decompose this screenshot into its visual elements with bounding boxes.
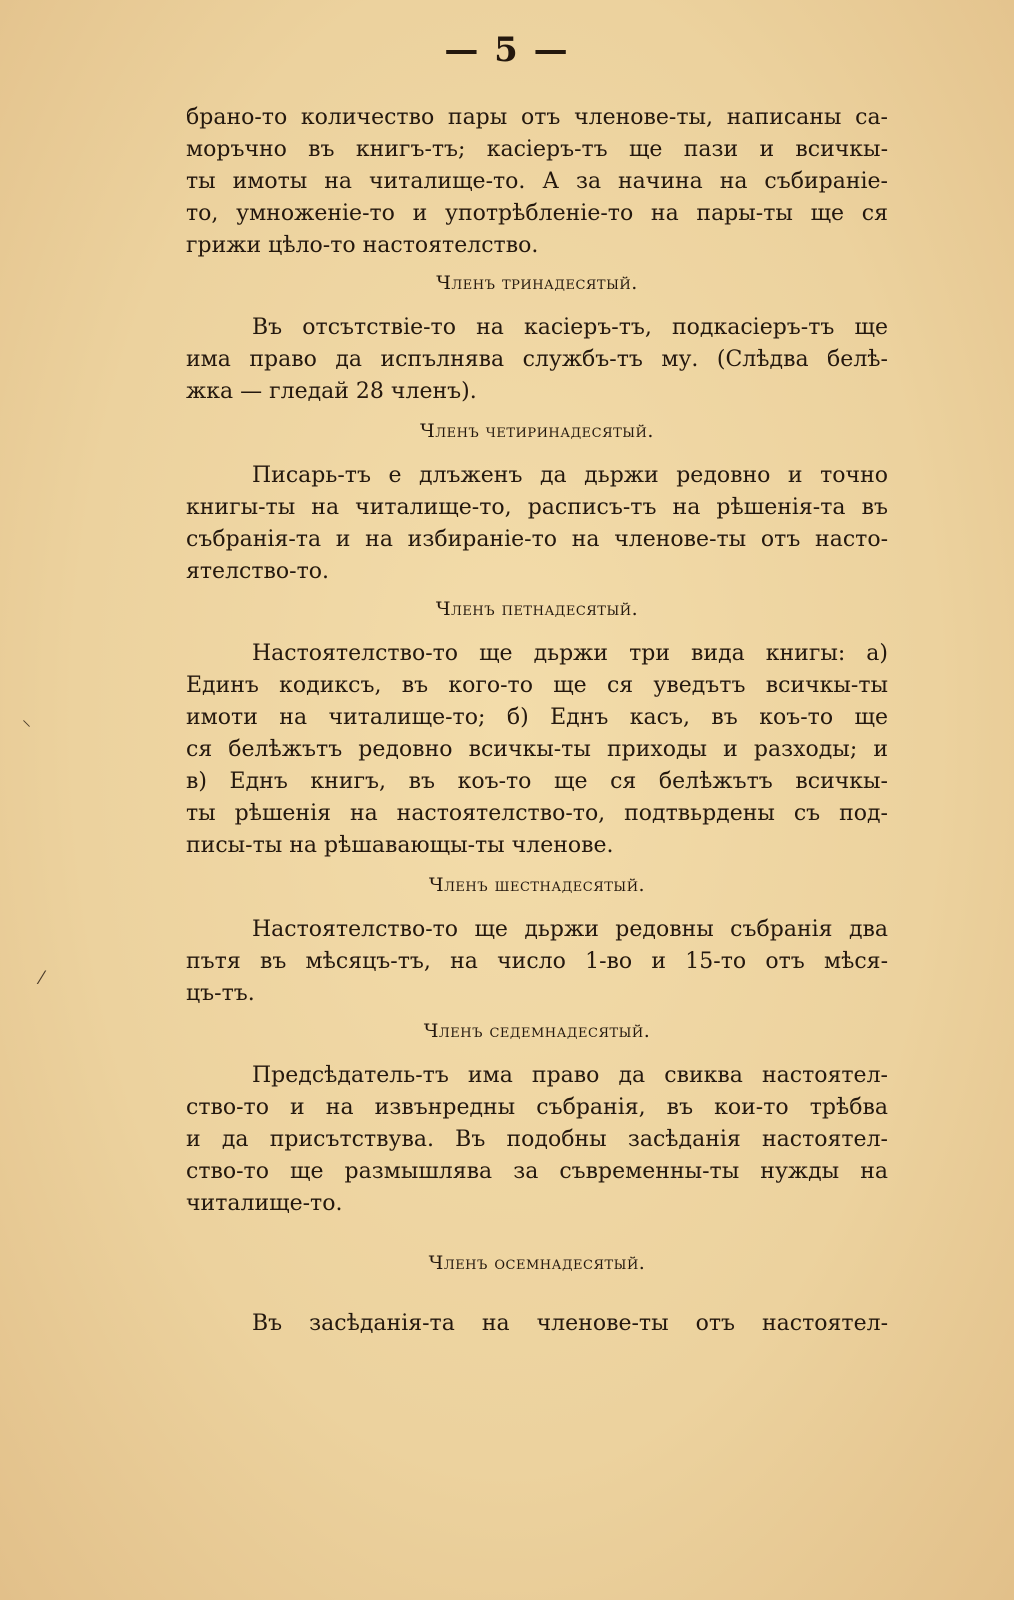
stray-mark: ⸌	[22, 717, 31, 738]
article-13-heading: Членъ тринадесятый.	[436, 272, 638, 294]
text-line: в) Еднъ книгъ, въ коъ-то ще ся белѣжътъ всичкы-	[186, 769, 888, 794]
text-line: брано-то количество пары отъ членове-ты, написаны са-	[186, 105, 888, 130]
article-14-paragraph	[186, 460, 888, 588]
text-line: ты рѣшенія на настоятелство-то, подтвьрдены съ под-	[186, 801, 888, 826]
text-line: Въ засѣданія-та на членове-ты отъ настоятел-	[252, 1311, 888, 1336]
text-line: ся белѣжътъ редовно всичкы-ты приходы и разходы; и	[186, 737, 888, 762]
text-line: събранія-та и на избираніе-то на членове-ты отъ насто-	[186, 527, 888, 552]
article-17-paragraph	[186, 1060, 888, 1220]
text-line: Настоятелство-то ще дьржи три вида книгы: а)	[252, 641, 888, 666]
article-15-paragraph	[186, 638, 888, 862]
article-14-heading: Членъ четиринадесятый.	[420, 420, 654, 442]
text-line: и да присътствува. Въ подобны засѣданія настоятел-	[186, 1127, 888, 1152]
text-line: книгы-ты на читалище-то, расписъ-тъ на рѣшенія-та въ	[186, 495, 888, 520]
text-line: ятелство-то.	[186, 559, 330, 584]
article-16-paragraph	[186, 914, 888, 1010]
text-line: Писарь-тъ е длъженъ да дьржи редовно и точно	[252, 463, 888, 488]
paragraph-continuation	[186, 102, 888, 262]
text-line: писы-ты на рѣшавающы-ты членове.	[186, 833, 614, 858]
text-line: Настоятелство-то ще дьржи редовны събранія два	[252, 917, 888, 942]
article-18-heading: Членъ осемнадесятый.	[428, 1252, 646, 1274]
text-line: ство-то и на извънредны събранія, въ кои-то трѣбва	[186, 1095, 888, 1120]
article-15-heading: Членъ петнадесятый.	[435, 598, 639, 620]
article-13-paragraph	[186, 312, 888, 408]
text-line: моръчно въ книгъ-тъ; касіеръ-тъ ще пази и всичкы-	[186, 137, 888, 162]
page-number: — 5 —	[444, 30, 570, 70]
stray-mark: ⁄	[40, 968, 44, 989]
text-line: грижи цѣло-то настоятелство.	[186, 233, 539, 258]
text-line: читалище-то.	[186, 1191, 343, 1216]
text-line: ство-то ще размышлява за съвременны-ты нужды на	[186, 1159, 888, 1184]
text-line: то, умноженіе-то и употрѣбленіе-то на пары-ты ще ся	[186, 201, 888, 226]
article-18-paragraph	[186, 1308, 888, 1340]
text-line: Въ отсътствіе-то на касіеръ-тъ, подкасіеръ-тъ ще	[252, 315, 888, 340]
article-17-heading: Членъ седемнадесятый.	[423, 1020, 651, 1042]
text-line: Единъ кодиксъ, въ кого-то ще ся уведътъ всичкы-ты	[186, 673, 888, 698]
text-line: ты имоты на читалище-то. А за начина на събираніе-	[186, 169, 888, 194]
text-line: имоти на читалище-то; б) Еднъ касъ, въ коъ-то ще	[186, 705, 888, 730]
text-line: цъ-тъ.	[186, 981, 255, 1006]
text-line: пътя въ мѣсяцъ-тъ, на число 1-во и 15-то отъ мѣся-	[186, 949, 888, 974]
text-line: има право да испълнява службъ-тъ му. (Слѣдва белѣ-	[186, 347, 888, 372]
article-16-heading: Членъ шестнадесятый.	[428, 874, 646, 896]
text-line: Предсѣдатель-тъ има право да свиква настоятел-	[252, 1063, 888, 1088]
text-line: жка — гледай 28 членъ).	[186, 379, 477, 404]
